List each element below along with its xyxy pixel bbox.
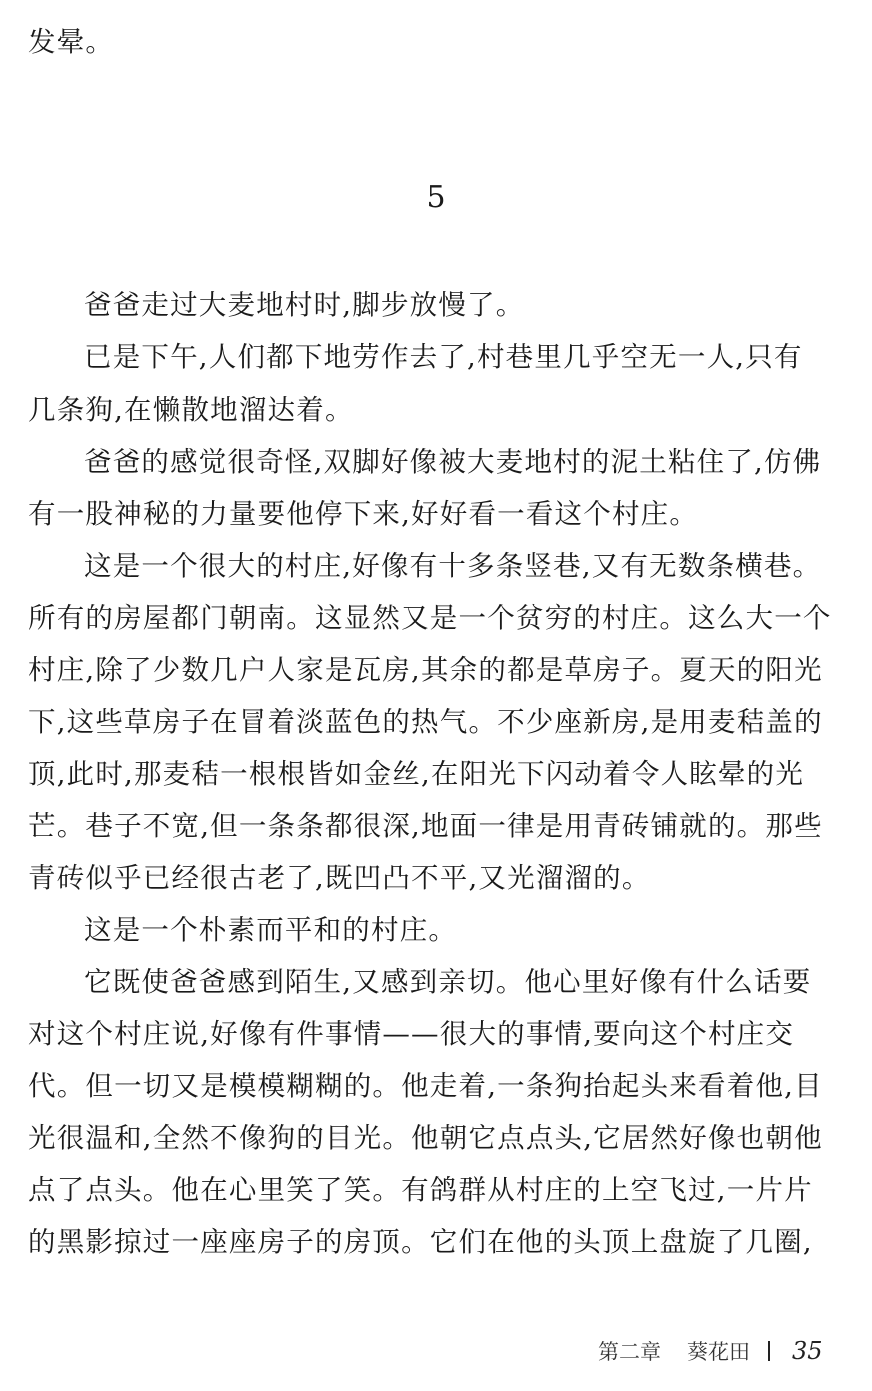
text-line: 发晕。 [28,26,115,58]
text-line: 它既使爸爸感到陌生,又感到亲切。他心里好像有什么话要 [84,966,812,998]
text-line: 爸爸走过大麦地村时,脚步放慢了。 [84,289,525,321]
text-line: 下,这些草房子在冒着淡蓝色的热气。不少座新房,是用麦秸盖的 [28,706,823,738]
page-number: 35 [792,1337,823,1365]
page-footer [598,1334,823,1368]
text-line: 青砖似乎已经很古老了,既凹凸不平,又光溜溜的。 [28,862,651,894]
text-line: 代。但一切又是模模糊糊的。他走着,一条狗抬起头来看着他,目 [28,1070,823,1102]
text-line: 几条狗,在懒散地溜达着。 [28,394,354,426]
text-line: 有一股神秘的力量要他停下来,好好看一看这个村庄。 [28,498,699,530]
text-line: 村庄,除了少数几户人家是瓦房,其余的都是草房子。夏天的阳光 [28,654,823,686]
text-line: 所有的房屋都门朝南。这显然又是一个贫穷的村庄。这么大一个 [28,602,832,634]
text-line: 这是一个很大的村庄,好像有十多条竖巷,又有无数条横巷。 [84,550,822,582]
chapter-label: 第二章 [598,1340,661,1364]
text-line: 这是一个朴素而平和的村庄。 [84,914,458,946]
text-line: 顶,此时,那麦秸一根根皆如金丝,在阳光下闪动着令人眩晕的光 [28,758,805,790]
text-line: 点了点头。他在心里笑了笑。有鸽群从村庄的上空飞过,一片片 [28,1174,813,1206]
text-line: 已是下午,人们都下地劳作去了,村巷里几乎空无一人,只有 [84,341,803,373]
text-line: 对这个村庄说,好像有件事情——很大的事情,要向这个村庄交 [28,1018,795,1050]
text-line: 光很温和,全然不像狗的目光。他朝它点点头,它居然好像也朝他 [28,1122,823,1154]
text-line: 爸爸的感觉很奇怪,双脚好像被大麦地村的泥土粘住了,仿佛 [84,446,822,478]
section-number: 5 [426,180,446,215]
text-line: 的黑影掠过一座座房子的房顶。它们在他的头顶上盘旋了几圈, [28,1226,813,1258]
chapter-title: 葵花田 [687,1340,750,1364]
footer-divider [768,1341,770,1361]
text-line: 芒。巷子不宽,但一条条都很深,地面一律是用青砖铺就的。那些 [28,810,823,842]
